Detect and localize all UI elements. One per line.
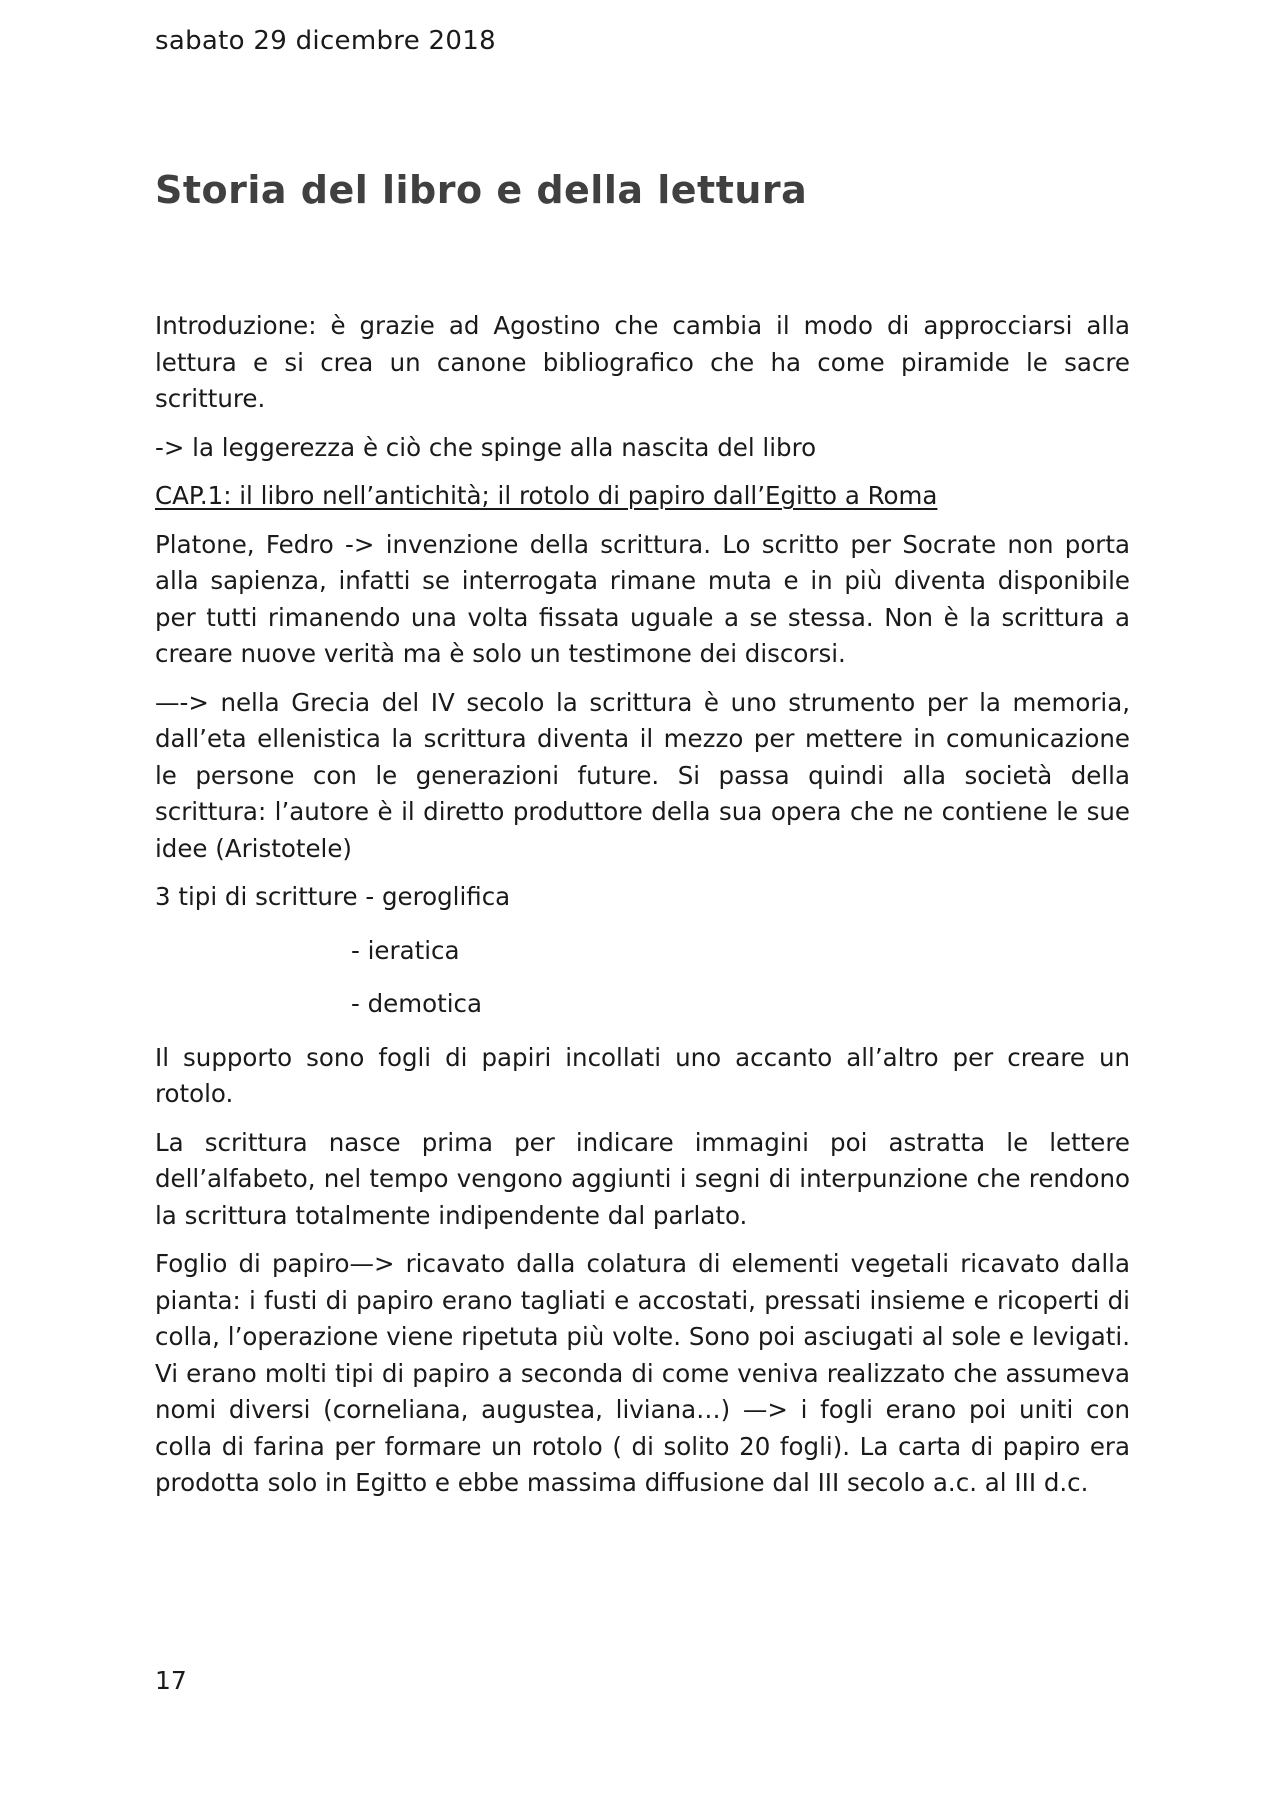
chapter-heading (155, 478, 1130, 515)
scripts-list-item: - ieratica (351, 935, 460, 965)
writing-origin-paragraph: La scrittura nasce prima per indicare immagini poi astratta le lettere dell’alfabeto, nel tempo vengono aggiunti i segni di interpunzione che rendono la scrittura totalmente indipendente dal parlato. (155, 1127, 1130, 1230)
lightness-note: -> la leggerezza è ciò che spinge alla nascita del libro (155, 432, 817, 462)
scripts-list-item: - demotica (351, 989, 483, 1018)
papyrus-paragraph: Foglio di papiro—> ricavato dalla colatura di elementi vegetali ricavato dalla pianta: i fusti di papiro erano tagliati e accostati, pressati insieme e ricoperti di colla, l’operazione viene ripetuta più volte. Sono poi asciugati al sole e levigati. Vi erano molti tipi di papiro a seconda di come veniva realizzato che assumeva nomi diversi (corneliana, augustea, liviana…) —> i fogli erano poi uniti con colla di farina per formare un rotolo ( di solito 20 fogli). La carta di papiro era prodotta solo in Egitto e ebbe massima diffusione dal III secolo a.c. al III d.c. (155, 1249, 1130, 1497)
page-number: 17 (155, 1666, 187, 1695)
page-date: sabato 29 dicembre 2018 (155, 26, 496, 56)
plato-paragraph: Platone, Fedro -> invenzione della scrittura. Lo scritto per Socrate non porta alla sapienza, infatti se interrogata rimane muta e in più diventa disponibile per tutti rimanendo una volta fissata uguale a se stessa. Non è la scrittura a creare nuove verità ma è solo un testimone dei discorsi. (155, 529, 1130, 668)
chapter-heading-text: CAP.1: il libro nell’antichità; il rotolo di papiro dall’Egitto a Roma (155, 481, 938, 510)
scripts-list-intro: 3 tipi di scritture - geroglifica (155, 882, 511, 911)
document-body (155, 308, 1130, 1514)
greece-paragraph: —-> nella Grecia del IV secolo la scrittura è uno strumento per la memoria, dall’eta ellenistica la scrittura diventa il mezzo per mettere in comunicazione le persone con le generazioni future. Si passa quindi alla società della scrittura: l’autore è il diretto produttore della sua opera che ne contiene le sue idee (Aristotele) (155, 687, 1130, 863)
intro-paragraph: Introduzione: è grazie ad Agostino che cambia il modo di approcciarsi alla lettura e si crea un canone bibliografico che ha come piramide le sacre scritture. (155, 311, 1130, 413)
support-paragraph: Il supporto sono fogli di papiri incollati uno accanto all’altro per creare un rotolo. (155, 1042, 1130, 1108)
page-title: Storia del libro e della lettura (155, 168, 808, 212)
